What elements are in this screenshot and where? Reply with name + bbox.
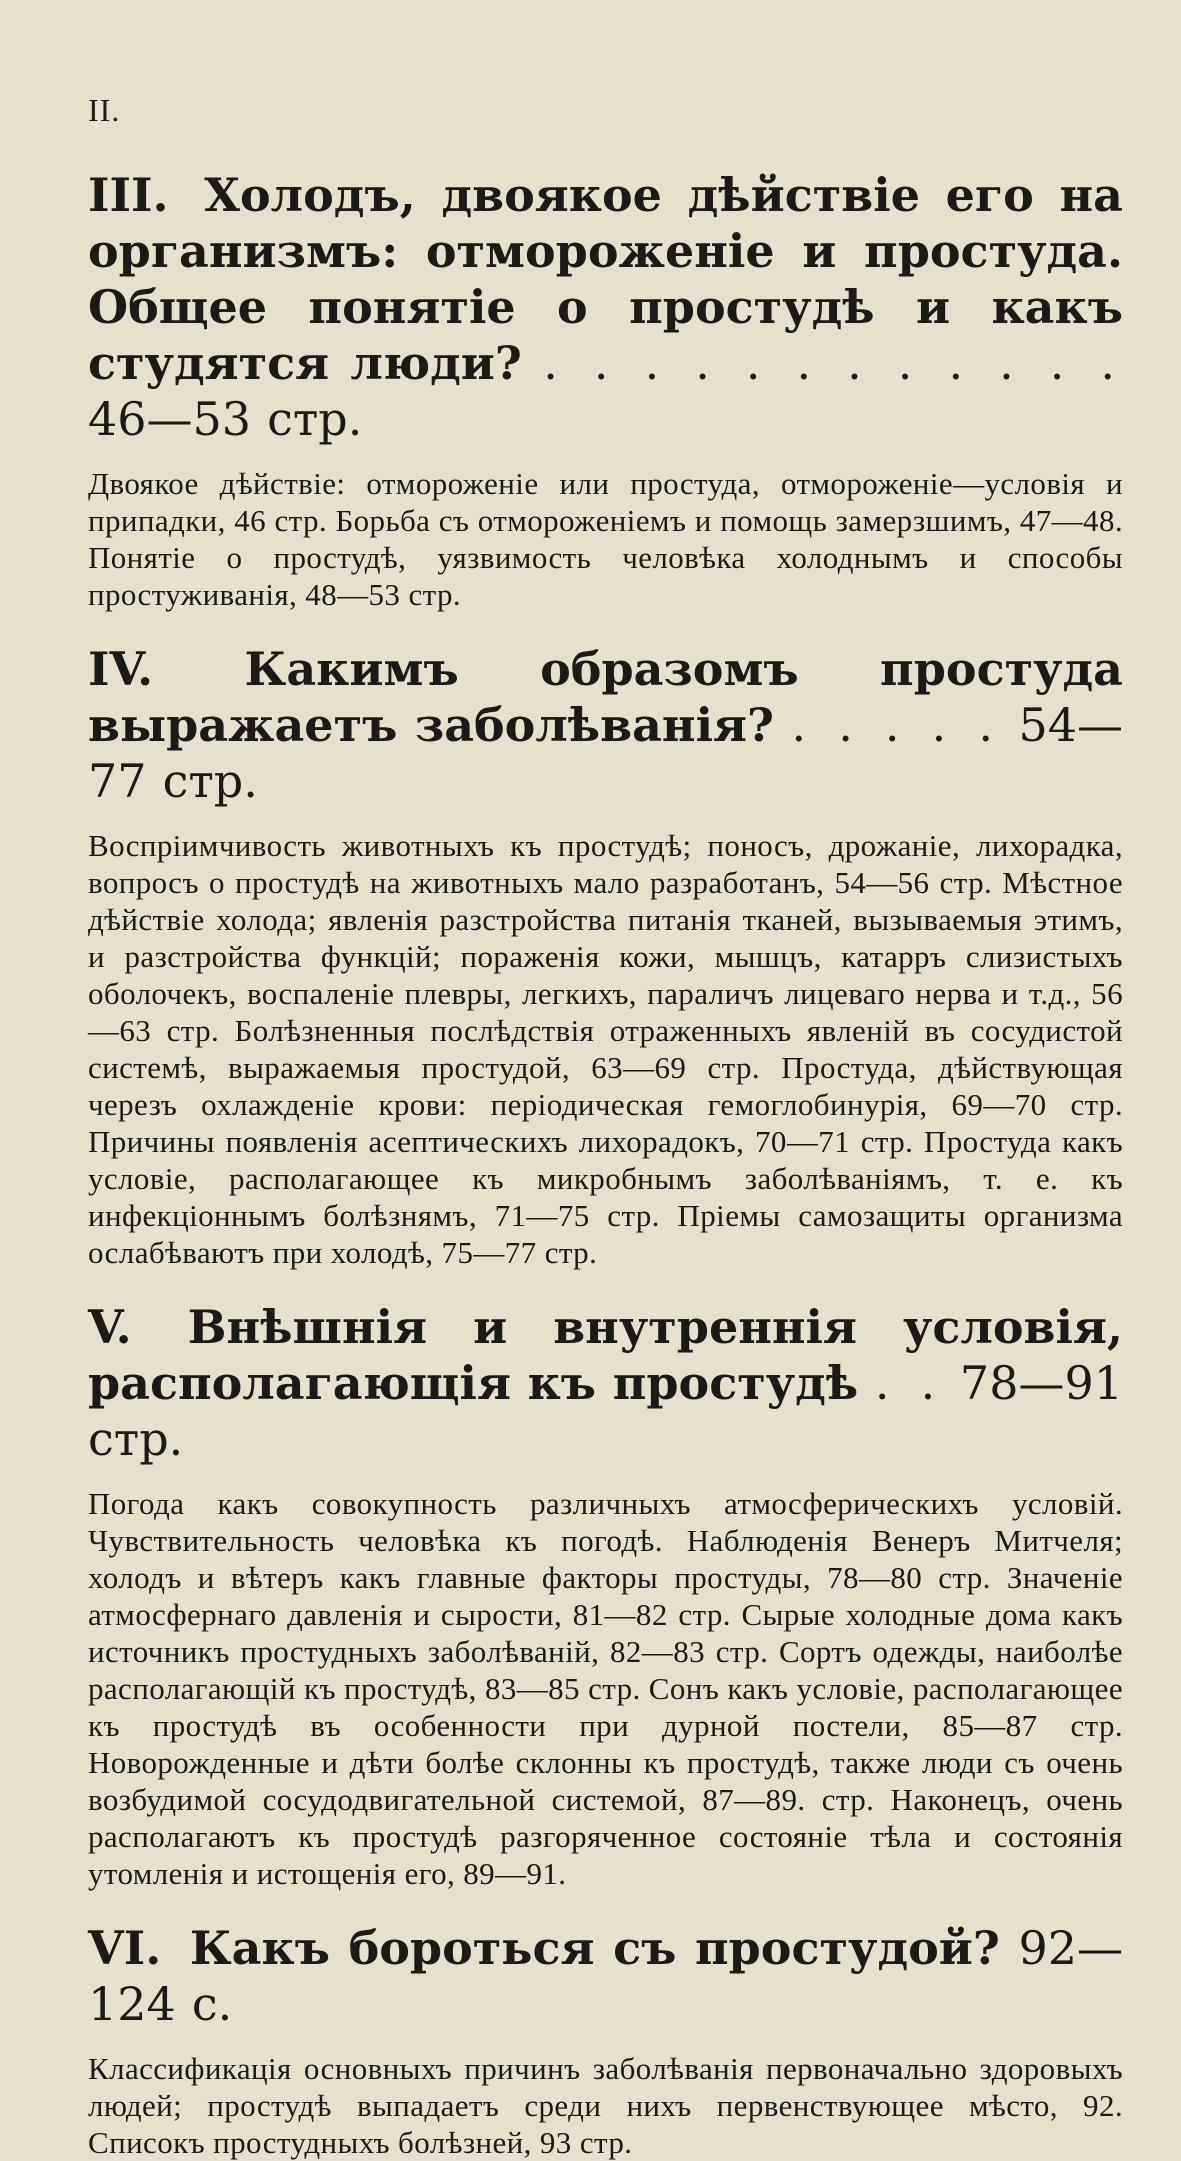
- section-title: Какимъ образомъ простуда выражаетъ заболѣванія?: [88, 642, 1123, 752]
- section-number: IV.: [88, 642, 154, 696]
- leader-dots: . .: [874, 1356, 944, 1410]
- page-number: II.: [88, 92, 121, 128]
- page-range: 92—124: [88, 1921, 1123, 2031]
- toc-section-iv: [88, 641, 1123, 1271]
- section-heading: [88, 167, 1123, 447]
- toc-section-vi: [88, 1920, 1123, 2161]
- section-number: III.: [88, 168, 169, 222]
- page-unit: стр.: [162, 754, 258, 808]
- page-unit: стр.: [88, 1412, 184, 1466]
- section-heading: [88, 641, 1123, 809]
- section-title: Холодъ, двоякое дѣйствіе его на организмъ: отмороженіе и простуда. Общее понятіе о простудѣ и какъ студятся люди?: [88, 168, 1123, 390]
- section-number: V.: [88, 1300, 132, 1354]
- page-range: 78—91: [959, 1356, 1123, 1410]
- section-summary: Классификація основныхъ причинъ заболѣванія первоначально здоровыхъ людей; простудѣ выпадаетъ среди нихъ первенствующее мѣсто, 92. Списокъ простудныхъ болѣзней, 93 стр.: [88, 2051, 1123, 2160]
- toc-section-v: [88, 1299, 1123, 1892]
- section-heading: [88, 1299, 1123, 1467]
- section-title: Какъ бороться съ простудой?: [189, 1921, 1000, 1975]
- leader-dots: . . . . .: [791, 698, 1001, 752]
- toc-section-iii: [88, 167, 1123, 613]
- page-unit: с.: [191, 1977, 233, 2031]
- section-heading: [88, 1920, 1123, 2032]
- page-range: 54—77: [88, 698, 1123, 808]
- page-range: 46—53: [88, 392, 252, 446]
- section-number: VI.: [88, 1921, 162, 1975]
- page-unit: стр.: [267, 392, 363, 446]
- section-summary: Погода какъ совокупность различныхъ атмосферическихъ условій. Чувствительность человѣка къ погодѣ. Наблюденія Венеръ Митчеля; холодъ и вѣтеръ какъ главные факторы простуды, 78—80 стр. Значеніе атмосфернаго давленія и сырости, 81—82 стр. Сырые холодные дома какъ источникъ простудныхъ заболѣваній, 82—83 стр. Сортъ одежды, наиболѣе располагающій къ простудѣ, 83—85 стр. Сонъ какъ условіе, располагающее къ простудѣ въ особенности при дурной постели, 85—87 стр. Новорожденные и дѣти болѣе склонны къ простудѣ, также люди съ очень возбудимой сосудодвигательной системой, 87—89. стр. Наконецъ, очень располагаютъ къ простудѣ разгоряченное состояніе тѣла и состоянія утомленія и истощенія его, 89—91.: [88, 1486, 1123, 1891]
- section-summary: Двоякое дѣйствіе: отмороженіе или простуда, отмороженіе—условія и припадки, 46 стр. Борьба съ отмороженіемъ и помощь замерзшимъ, 47—48. Понятіе о простудѣ, уязвимость человѣка холоднымъ и способы простуживанія, 48—53 стр.: [88, 466, 1123, 612]
- section-summary: Воспріимчивость животныхъ къ простудѣ; поносъ, дрожаніе, лихорадка, вопросъ о простудѣ на животныхъ мало разработанъ, 54—56 стр. Мѣстное дѣйствіе холода; явленія разстройства питанія тканей, вызываемыя этимъ, и разстройства функцій; пораженія кожи, мышцъ, катарръ слизистыхъ оболочекъ, воспаленіе плевры, легкихъ, параличъ лицеваго нерва и т.д., 56—63 стр. Болѣзненныя послѣдствія отраженныхъ явленій въ сосудистой системѣ, выражаемыя простудой, 63—69 стр. Простуда, дѣйствующая черезъ охлажденіе крови: періодическая гемоглобинурія, 69—70 стр. Причины появленія асептическихъ лихорадокъ, 70—71 стр. Простуда какъ условіе, располагающее къ микробнымъ заболѣваніямъ, т. е. къ инфекціоннымъ болѣзнямъ, 71—75 стр. Пріемы самозащиты организма ослабѣваютъ при холодѣ, 75—77 стр.: [88, 828, 1123, 1270]
- leader-dots: . . . . . . . . . . . .: [543, 336, 1124, 390]
- section-title: Внѣшнія и внутреннія условія, располагающія къ простудѣ: [88, 1300, 1123, 1410]
